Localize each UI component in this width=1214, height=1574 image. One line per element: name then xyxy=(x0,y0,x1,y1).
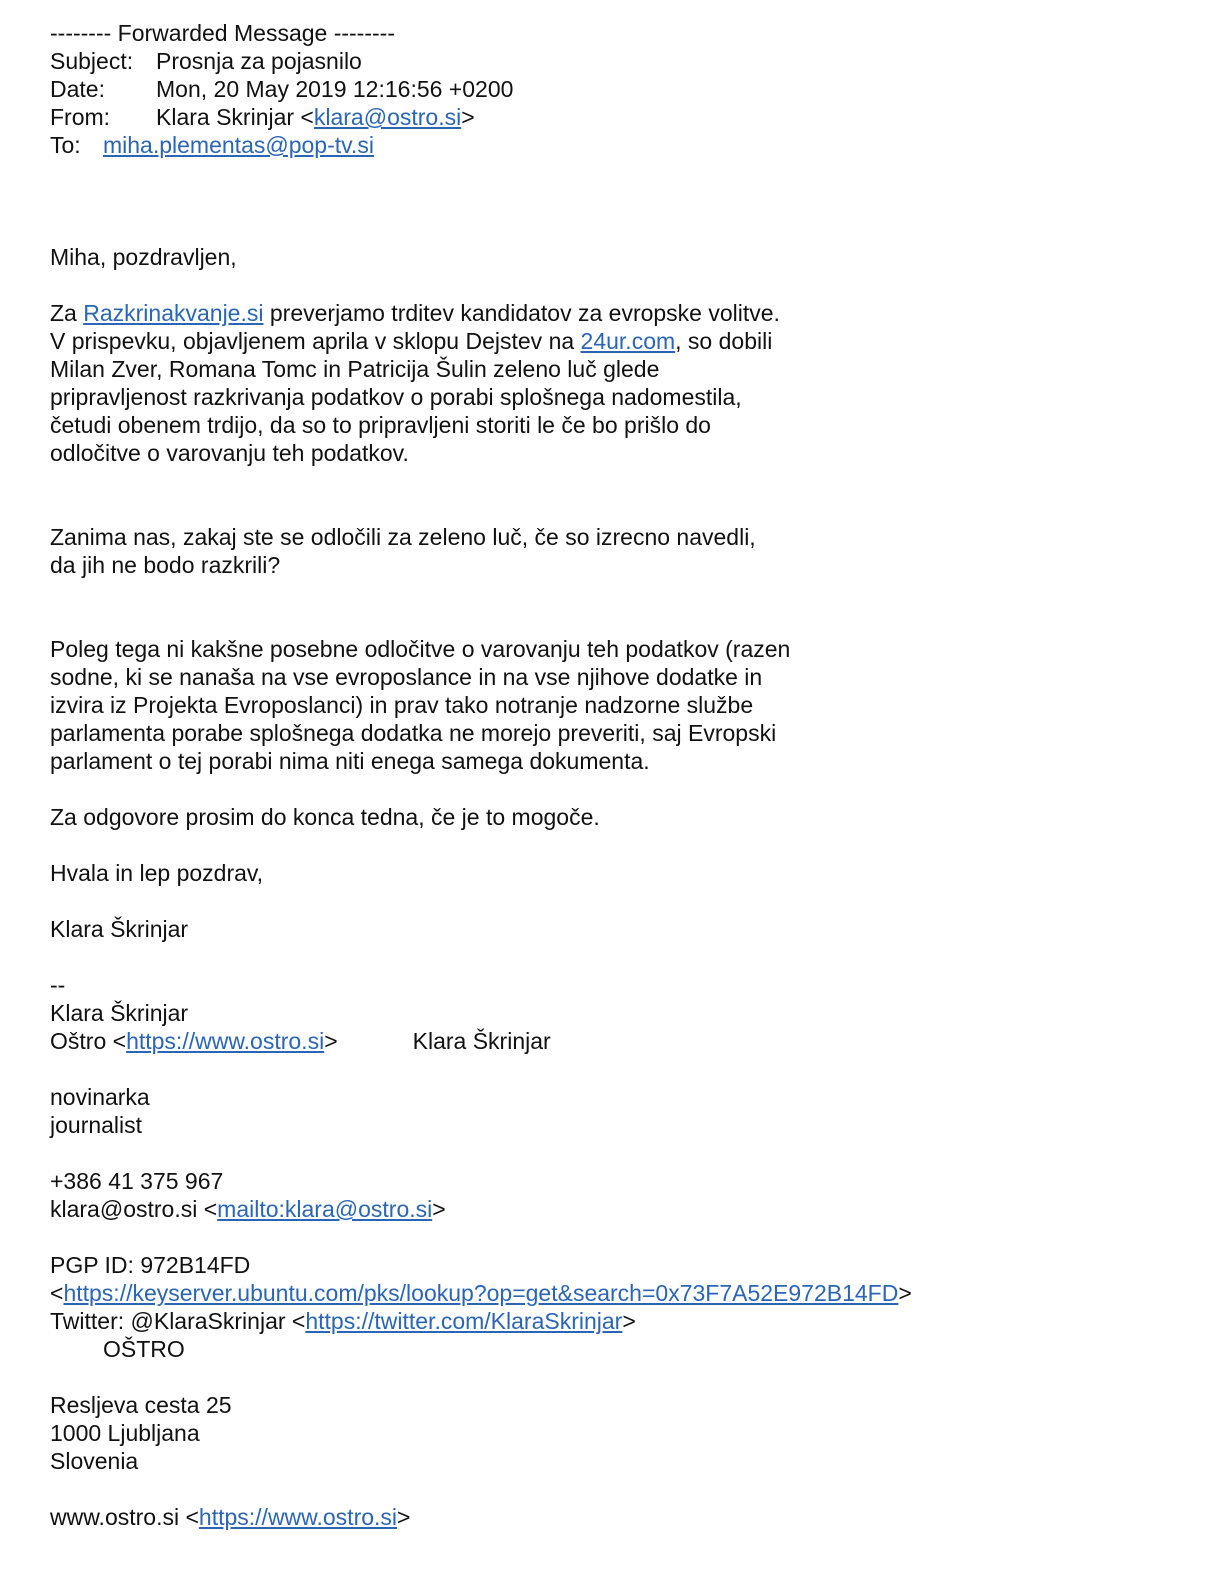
razkrinkavanje-link[interactable]: Razkrinakvanje.si xyxy=(83,300,264,326)
phone-number: +386 41 375 967 xyxy=(50,1168,224,1194)
date-value: Mon, 20 May 2019 12:16:56 +0200 xyxy=(156,76,514,102)
p1-l1-pre: Za xyxy=(50,300,84,326)
role-slovenian: novinarka xyxy=(50,1084,150,1110)
web-close: > xyxy=(397,1504,411,1530)
org-pre: Oštro < xyxy=(50,1028,127,1054)
paragraph-2 xyxy=(50,523,1180,579)
pgp-row xyxy=(50,1279,1180,1307)
p1-line-3: Milan Zver, Romana Tomc in Patricija Šulin zeleno luč glede xyxy=(50,356,660,382)
p1-line-5: četudi obenem trdijo, da so to pripravljeni storiti le če bo prišlo do xyxy=(50,412,711,438)
role-english: journalist xyxy=(50,1112,143,1138)
twitter-link[interactable]: https://twitter.com/KlaraSkrinjar xyxy=(305,1308,623,1334)
p1-line-1 xyxy=(50,299,1180,327)
p2-line-2: da jih ne bodo razkrili? xyxy=(50,552,281,578)
greeting: Miha, pozdravljen, xyxy=(50,244,237,270)
paragraph-3 xyxy=(50,635,1180,775)
signature xyxy=(50,971,1180,1531)
pgp-id: PGP ID: 972B14FD xyxy=(50,1252,251,1278)
web-pre: www.ostro.si < xyxy=(50,1504,199,1530)
p1-line-2 xyxy=(50,327,1180,355)
p1-l2-post: , so dobili xyxy=(675,328,773,354)
signature-org-row xyxy=(50,1027,1180,1055)
from-name: Klara Skrinjar < xyxy=(156,104,314,130)
from-row xyxy=(50,103,1180,131)
mailto-link[interactable]: mailto:klara@ostro.si xyxy=(217,1196,433,1222)
email-row xyxy=(50,1195,1180,1223)
web-row xyxy=(50,1503,1180,1531)
ostro-web-link[interactable]: https://www.ostro.si xyxy=(198,1504,398,1530)
pgp-keyserver-link[interactable]: https://keyserver.ubuntu.com/pks/lookup?op=get&search=0x73F7A52E972B14FD xyxy=(63,1280,899,1306)
email-header xyxy=(50,19,1180,159)
to-email-link[interactable]: miha.plementas@pop-tv.si xyxy=(103,132,374,158)
pgp-close: > xyxy=(898,1280,912,1306)
to-row xyxy=(50,131,1180,159)
ostro-site-link[interactable]: https://www.ostro.si xyxy=(126,1028,325,1054)
from-email-link[interactable]: klara@ostro.si xyxy=(313,104,462,130)
email-pre: klara@ostro.si < xyxy=(50,1196,218,1222)
email-document xyxy=(50,19,1180,1531)
p3-line-3: izvira iz Projekta Evroposlanci) in prav tako notranje nadzorne službe xyxy=(50,692,754,718)
org-close: > xyxy=(324,1028,338,1054)
twitter-pre: Twitter: @KlaraSkrinjar < xyxy=(50,1308,306,1334)
from-label: From: xyxy=(50,104,111,130)
p1-line-6: odločitve o varovanju teh podatkov. xyxy=(50,440,409,466)
address-street: Resljeva cesta 25 xyxy=(50,1392,232,1418)
subject-label: Subject: xyxy=(50,48,134,74)
date-label: Date: xyxy=(50,76,105,102)
address-country: Slovenia xyxy=(50,1448,139,1474)
p3-line-4: parlamenta porabe splošnega dodatka ne morejo preveriti, saj Evropski xyxy=(50,720,777,746)
p1-l2-pre: V prispevku, objavljenem aprila v sklopu Dejstev na xyxy=(50,328,581,354)
p3-line-5: parlament o tej porabi nima niti enega samega dokumenta. xyxy=(50,748,650,774)
signature-name-right: Klara Škrinjar xyxy=(412,1028,551,1054)
p1-l1-post: preverjamo trditev kandidatov za evropske volitve. xyxy=(263,300,780,326)
p3-line-1: Poleg tega ni kakšne posebne odločitve o varovanju teh podatkov (razen xyxy=(50,636,791,662)
paragraph-4: Za odgovore prosim do konca tedna, če je to mogoče. xyxy=(50,804,600,830)
address-city: 1000 Ljubljana xyxy=(50,1420,200,1446)
signature-dashes: -- xyxy=(50,972,66,998)
24ur-link[interactable]: 24ur.com xyxy=(580,328,676,354)
forward-separator: -------- Forwarded Message -------- xyxy=(50,20,395,46)
signature-name: Klara Škrinjar xyxy=(50,1000,189,1026)
subject-row xyxy=(50,47,1180,75)
subject-value: Prosnja za pojasnilo xyxy=(156,48,362,74)
paragraph-1 xyxy=(50,299,1180,467)
sender-name: Klara Škrinjar xyxy=(50,916,189,942)
to-label: To: xyxy=(50,132,81,158)
from-close: > xyxy=(461,104,475,130)
ostro-caps: OŠTRO xyxy=(103,1336,185,1362)
pgp-open: < xyxy=(50,1280,64,1306)
twitter-row xyxy=(50,1307,1180,1335)
twitter-close: > xyxy=(622,1308,636,1334)
p1-line-4: pripravljenost razkrivanja podatkov o porabi splošnega nadomestila, xyxy=(50,384,742,410)
date-row xyxy=(50,75,1180,103)
closing: Hvala in lep pozdrav, xyxy=(50,860,264,886)
p3-line-2: sodne, ki se nanaša na vse evroposlance in na vse njihove dodatke in xyxy=(50,664,763,690)
email-close: > xyxy=(432,1196,446,1222)
p2-line-1: Zanima nas, zakaj ste se odločili za zeleno luč, če so izrecno navedli, xyxy=(50,524,756,550)
